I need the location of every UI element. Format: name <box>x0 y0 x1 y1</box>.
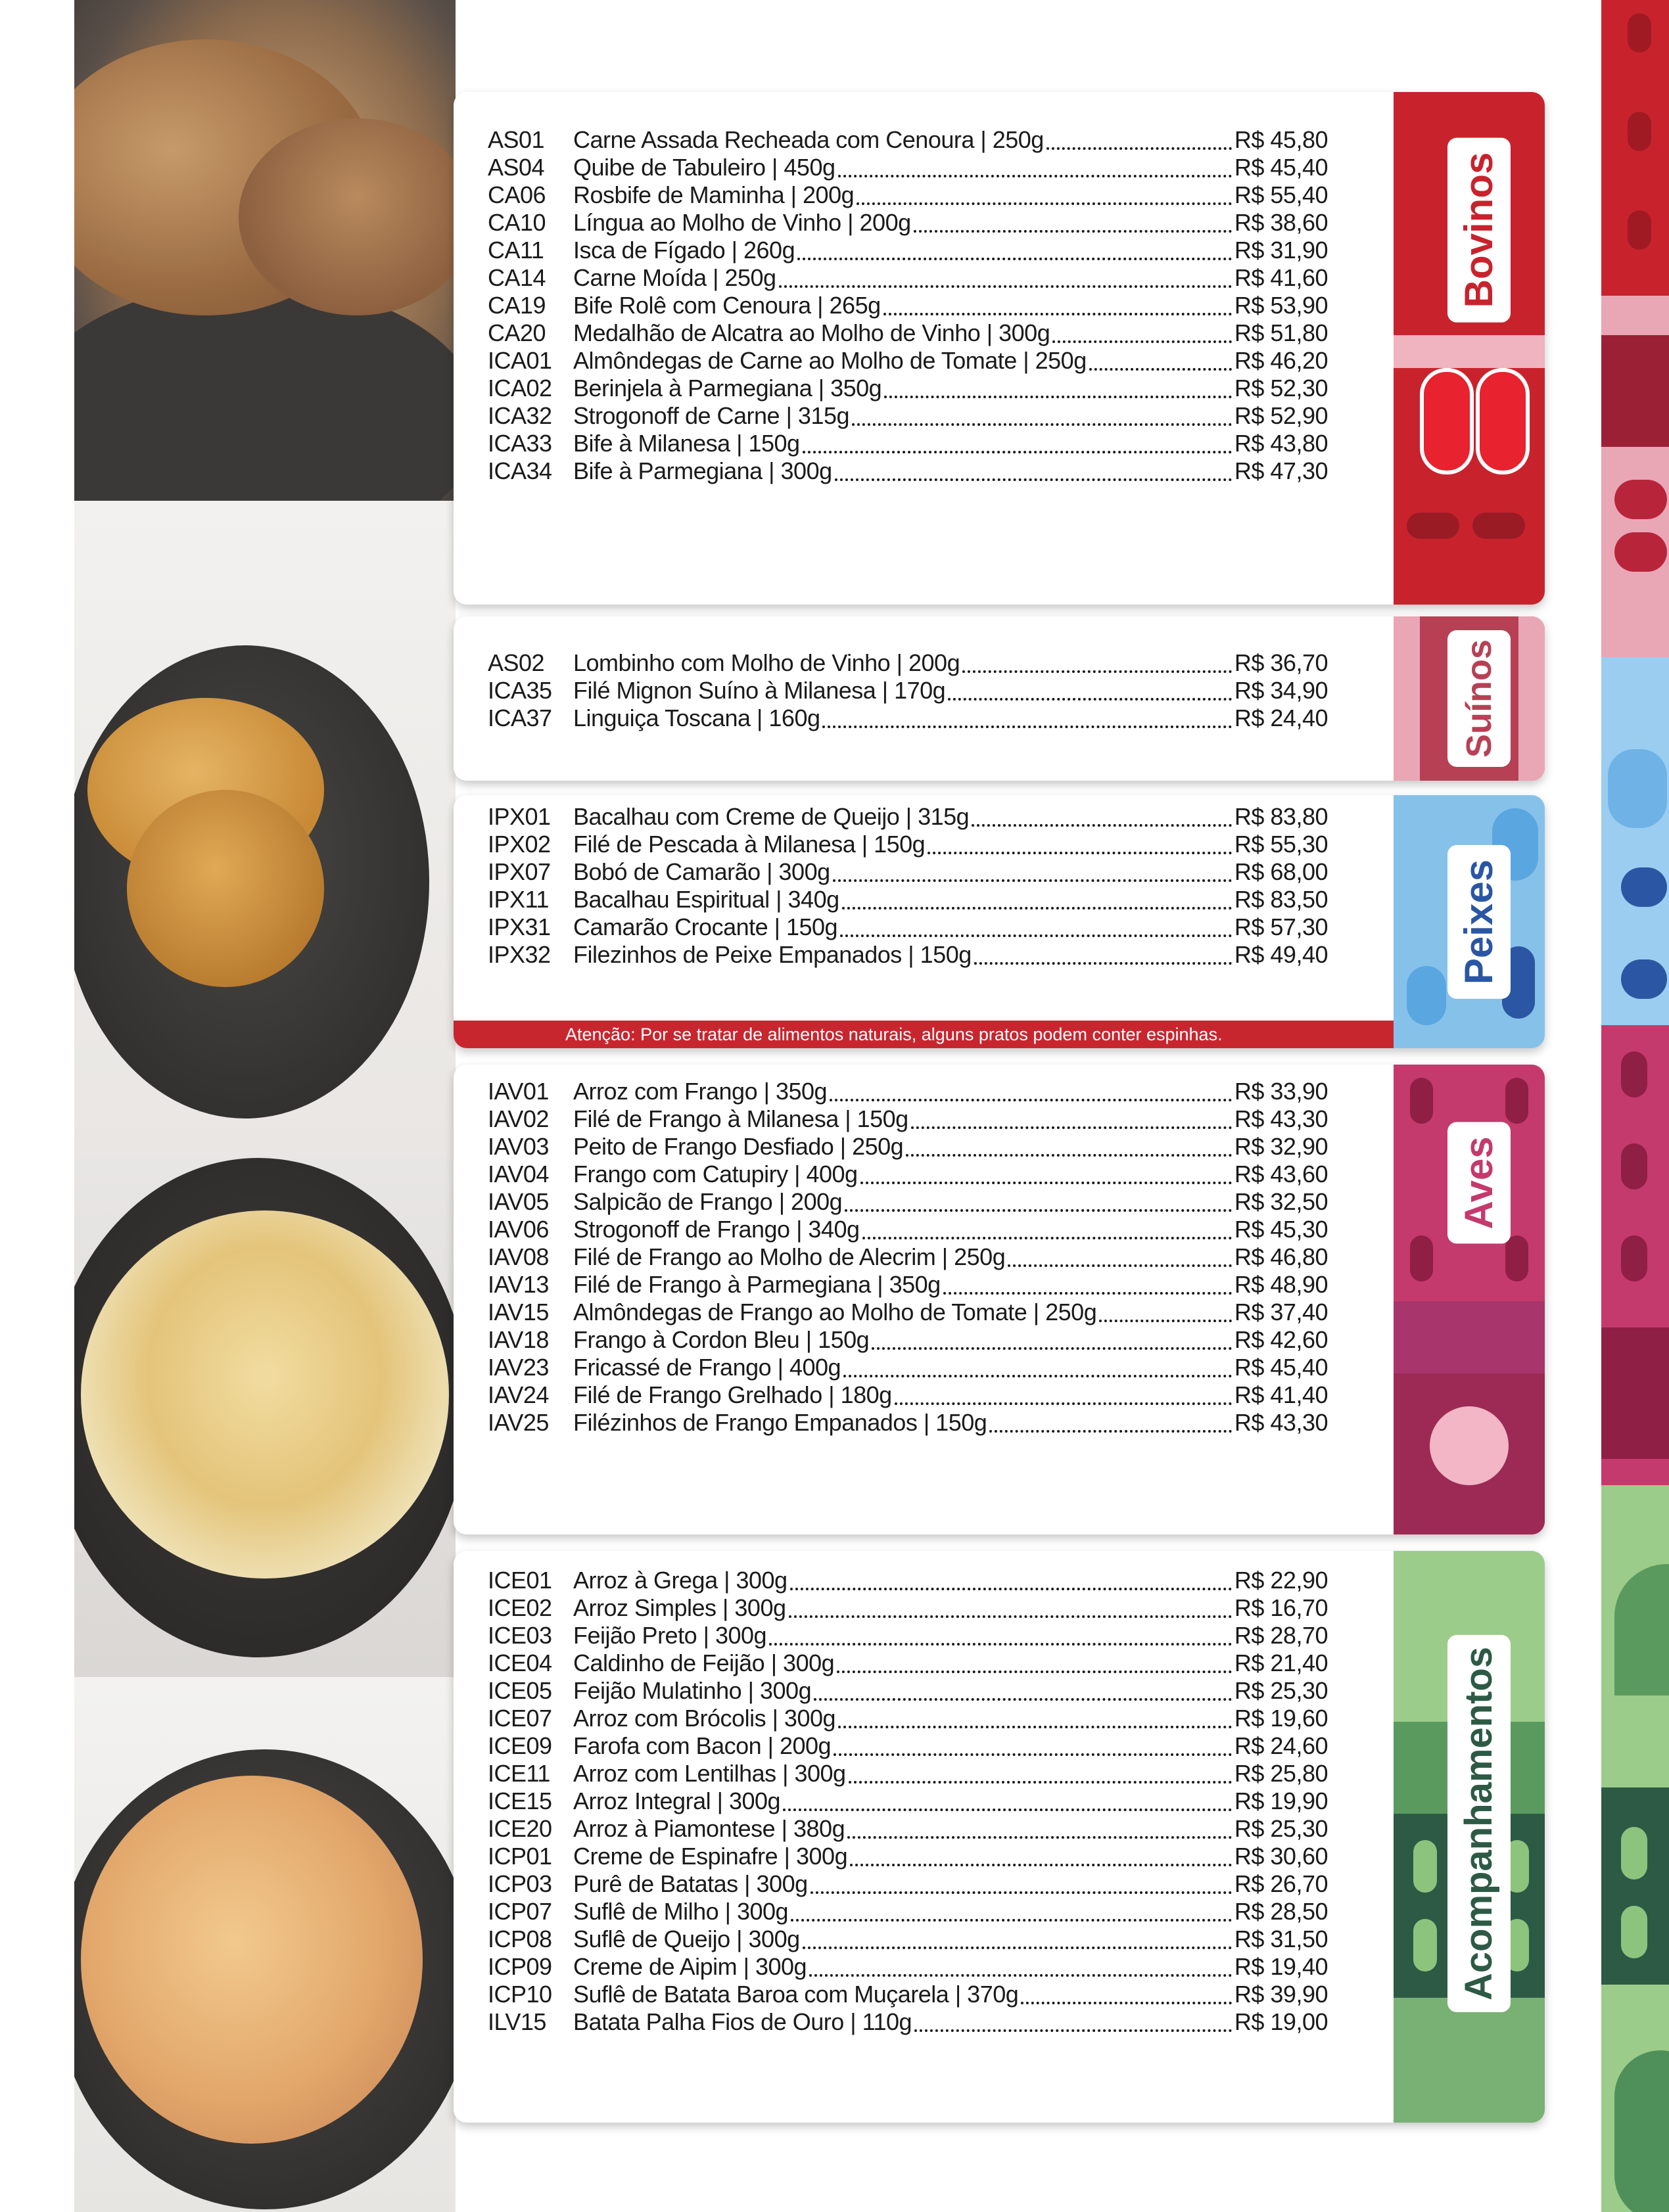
dot-leader <box>1046 147 1232 150</box>
menu-item <box>488 1354 1328 1381</box>
item-code: IAV04 <box>488 1161 549 1187</box>
item-code: ICP09 <box>488 1953 552 1980</box>
item-code: ICA01 <box>488 347 552 374</box>
dot-leader <box>1008 1264 1232 1267</box>
section-title-text: Bovinos <box>1457 152 1501 308</box>
strip-magenta <box>1601 1025 1669 1485</box>
item-price: R$ 19,60 <box>1234 1705 1328 1732</box>
menu-item <box>488 347 1328 375</box>
dot-leader <box>862 1237 1232 1239</box>
item-name: Filé de Frango ao Molho de Alecrim | 250g <box>573 1243 1006 1270</box>
section-aves <box>454 1065 1545 1534</box>
menu-item <box>488 1622 1328 1649</box>
item-price: R$ 16,70 <box>1234 1594 1328 1621</box>
item-name: Feijão Preto | 300g <box>573 1622 767 1649</box>
menu-item <box>488 181 1328 209</box>
section-title-bovinos <box>1447 138 1511 323</box>
item-price: R$ 34,90 <box>1234 677 1328 704</box>
item-price: R$ 19,40 <box>1234 1953 1328 1980</box>
item-code: IAV25 <box>488 1409 549 1436</box>
item-price: R$ 38,60 <box>1234 209 1328 236</box>
item-code: ICP03 <box>488 1870 552 1897</box>
item-code: IAV13 <box>488 1271 549 1298</box>
dot-leader <box>809 1974 1232 1977</box>
item-code: IPX01 <box>488 803 551 830</box>
item-name: Creme de Aipim | 300g <box>573 1953 807 1980</box>
menu-item <box>488 375 1328 402</box>
item-code: IAV23 <box>488 1354 549 1381</box>
item-name: Purê de Batatas | 300g <box>573 1870 808 1897</box>
item-code: ICA37 <box>488 704 552 731</box>
item-code: CA19 <box>488 292 546 319</box>
dot-leader <box>845 1209 1232 1212</box>
menu-item <box>488 1870 1328 1898</box>
section-title-aves <box>1447 1122 1511 1243</box>
dot-leader <box>803 1947 1232 1949</box>
section-title-acompanhamentos <box>1447 1635 1511 2012</box>
dot-leader <box>830 1099 1232 1101</box>
item-price: R$ 31,90 <box>1234 237 1328 264</box>
item-name: Suflê de Milho | 300g <box>573 1898 789 1925</box>
item-name: Filé de Frango à Milanesa | 150g <box>573 1105 908 1132</box>
item-name: Strogonoff de Carne | 315g <box>573 402 850 429</box>
item-name: Bacalhau com Creme de Queijo | 315g <box>573 803 970 830</box>
item-price: R$ 26,70 <box>1234 1870 1328 1897</box>
item-code: CA10 <box>488 209 546 236</box>
item-price: R$ 83,80 <box>1234 803 1328 830</box>
section-title-text: Suínos <box>1459 639 1499 758</box>
dot-leader <box>906 1154 1232 1157</box>
item-code: ICP08 <box>488 1925 552 1952</box>
item-code: ICE11 <box>488 1760 550 1787</box>
section-title-text: Acompanhamentos <box>1457 1646 1500 2001</box>
item-code: ICP01 <box>488 1843 552 1870</box>
menu-item <box>488 886 1328 913</box>
dot-leader <box>1089 368 1232 371</box>
strip-red <box>1601 0 1669 296</box>
item-price: R$ 19,00 <box>1234 2008 1328 2035</box>
dot-leader <box>914 2029 1232 2032</box>
item-price: R$ 25,30 <box>1234 1815 1328 1842</box>
item-code: ICE03 <box>488 1622 552 1649</box>
item-list-acompanhamentos <box>488 1567 1328 2036</box>
item-price: R$ 48,90 <box>1234 1271 1328 1298</box>
item-code: IPX31 <box>488 913 551 940</box>
item-name: Língua ao Molho de Vinho | 200g <box>573 209 911 236</box>
menu-item <box>488 1299 1328 1326</box>
section-suinos <box>454 616 1545 781</box>
item-name: Filé de Frango à Parmegiana | 350g <box>573 1271 941 1298</box>
item-code: ICE04 <box>488 1649 552 1676</box>
item-price: R$ 43,80 <box>1234 430 1328 457</box>
menu-item <box>488 402 1328 430</box>
section-title-text: Peixes <box>1457 859 1501 984</box>
item-list-peixes <box>488 803 1328 969</box>
item-name: Bife à Parmegiana | 300g <box>573 457 832 484</box>
dot-leader <box>837 1671 1232 1673</box>
item-price: R$ 39,90 <box>1234 1981 1328 2008</box>
photo-arroz <box>74 1677 456 2212</box>
menu-item <box>488 1981 1328 2008</box>
item-code: ICE15 <box>488 1787 552 1814</box>
menu-item <box>488 264 1328 292</box>
dot-leader <box>779 285 1232 288</box>
item-price: R$ 31,50 <box>1234 1925 1328 1952</box>
tab-suinos <box>1394 616 1545 781</box>
item-name: Linguiça Toscana | 160g <box>573 704 820 731</box>
item-code: ICA33 <box>488 430 552 457</box>
item-code: ICE01 <box>488 1567 552 1594</box>
item-name: Carne Moída | 250g <box>573 264 776 291</box>
item-name: Lombinho com Molho de Vinho | 200g <box>573 649 960 676</box>
dot-leader <box>849 1781 1232 1784</box>
item-code: IAV03 <box>488 1133 549 1160</box>
tab-bovinos <box>1394 92 1545 605</box>
item-code: ICE09 <box>488 1732 552 1759</box>
item-code: ICP07 <box>488 1898 552 1925</box>
item-price: R$ 33,90 <box>1234 1078 1328 1105</box>
item-price: R$ 52,30 <box>1234 375 1328 402</box>
item-price: R$ 46,80 <box>1234 1243 1328 1270</box>
menu-item <box>488 1898 1328 1925</box>
dot-leader <box>814 1698 1232 1701</box>
dot-leader <box>791 1919 1232 1922</box>
item-code: AS02 <box>488 649 545 676</box>
item-price: R$ 45,80 <box>1234 126 1328 153</box>
menu-item <box>488 1705 1328 1732</box>
item-price: R$ 22,90 <box>1234 1567 1328 1594</box>
tab-acompanhamentos <box>1394 1551 1545 2123</box>
menu-item <box>488 1216 1328 1243</box>
photo-carne-assada <box>74 0 456 501</box>
item-name: Berinjela à Parmegiana | 350g <box>573 375 882 402</box>
menu-item <box>488 1953 1328 1981</box>
item-code: ICP10 <box>488 1981 552 2008</box>
dot-leader <box>838 1726 1232 1728</box>
item-price: R$ 36,70 <box>1234 649 1328 676</box>
item-code: IAV06 <box>488 1216 549 1243</box>
menu-item <box>488 457 1328 485</box>
item-code: IPX32 <box>488 941 551 968</box>
item-code: AS04 <box>488 154 545 181</box>
dot-leader <box>928 852 1232 854</box>
item-name: Bacalhau Espiritual | 340g <box>573 886 839 913</box>
item-name: Fricassé de Frango | 400g <box>573 1354 841 1381</box>
item-name: Farofa com Bacon | 200g <box>573 1732 832 1759</box>
dot-leader <box>797 258 1232 260</box>
section-title-suinos <box>1447 630 1511 767</box>
menu-item <box>488 1843 1328 1870</box>
dot-leader <box>860 1182 1232 1184</box>
dot-leader <box>1021 2002 1232 2004</box>
dot-leader <box>833 879 1232 882</box>
item-name: Almôndegas de Frango ao Molho de Tomate | 250g <box>573 1299 1097 1325</box>
menu-item <box>488 1594 1328 1622</box>
menu-item <box>488 1409 1328 1437</box>
dot-leader <box>769 1643 1232 1646</box>
dot-leader <box>895 1402 1232 1405</box>
item-price: R$ 45,40 <box>1234 154 1328 181</box>
item-name: Frango com Catupiry | 400g <box>573 1161 858 1187</box>
item-name: Rosbife de Maminha | 200g <box>573 181 855 208</box>
item-code: CA14 <box>488 264 546 291</box>
item-code: CA20 <box>488 319 546 346</box>
dot-leader <box>884 396 1232 398</box>
item-code: IAV15 <box>488 1299 549 1325</box>
menu-item <box>488 430 1328 457</box>
menu-item <box>488 704 1328 732</box>
item-code: ICE20 <box>488 1815 552 1842</box>
section-title-peixes <box>1447 844 1511 998</box>
menu-item <box>488 1677 1328 1705</box>
item-code: ICA35 <box>488 677 552 704</box>
dot-leader <box>838 175 1232 177</box>
dot-leader <box>852 423 1232 426</box>
photo-file-milanesa <box>74 501 456 1158</box>
dot-leader <box>883 313 1232 315</box>
item-code: ICA32 <box>488 402 552 429</box>
dot-leader <box>811 1891 1232 1894</box>
dot-leader <box>834 1753 1232 1756</box>
dot-leader <box>914 230 1232 233</box>
item-name: Bife à Milanesa | 150g <box>573 430 800 457</box>
item-name: Arroz com Frango | 350g <box>573 1078 828 1105</box>
item-price: R$ 52,90 <box>1234 402 1328 429</box>
item-name: Filé de Pescada à Milanesa | 150g <box>573 831 926 858</box>
item-price: R$ 37,40 <box>1234 1299 1328 1325</box>
dot-leader <box>783 1809 1232 1811</box>
menu-item <box>488 1732 1328 1760</box>
item-name: Carne Assada Recheada com Cenoura | 250g <box>573 126 1044 153</box>
menu-item <box>488 1243 1328 1271</box>
menu-item <box>488 1787 1328 1815</box>
dot-leader <box>989 1430 1232 1433</box>
section-acompanhamentos <box>454 1551 1545 2123</box>
menu-item <box>488 154 1328 181</box>
item-name: Strogonoff de Frango | 340g <box>573 1216 860 1243</box>
menu-item <box>488 1161 1328 1188</box>
item-price: R$ 32,90 <box>1234 1133 1328 1160</box>
item-code: IPX02 <box>488 831 551 858</box>
dot-leader <box>790 1588 1232 1590</box>
item-name: Arroz Integral | 300g <box>573 1787 781 1814</box>
item-name: Batata Palha Fios de Ouro | 110g <box>573 2008 912 2035</box>
menu-item <box>488 1649 1328 1677</box>
strip-green <box>1601 1485 1669 2212</box>
item-price: R$ 83,50 <box>1234 886 1328 913</box>
warning-banner: Atenção: Por se tratar de alimentos naturais, alguns pratos podem conter espinhas. <box>454 1021 1394 1048</box>
item-name: Arroz com Lentilhas | 300g <box>573 1760 846 1787</box>
dot-leader <box>840 934 1232 937</box>
item-code: IAV01 <box>488 1078 549 1105</box>
menu-item <box>488 1133 1328 1161</box>
item-list-suinos <box>488 649 1328 732</box>
menu-item <box>488 237 1328 264</box>
item-name: Arroz à Piamontese | 380g <box>573 1815 845 1842</box>
menu-item <box>488 941 1328 969</box>
dot-leader <box>1052 340 1232 343</box>
menu-item <box>488 831 1328 858</box>
dot-leader <box>847 1836 1232 1839</box>
dot-leader <box>943 1292 1232 1295</box>
item-price: R$ 55,30 <box>1234 831 1328 858</box>
menu-item <box>488 319 1328 347</box>
item-price: R$ 53,90 <box>1234 292 1328 319</box>
dot-leader <box>822 726 1231 728</box>
item-price: R$ 24,40 <box>1234 704 1328 731</box>
menu-item <box>488 858 1328 886</box>
item-price: R$ 41,40 <box>1234 1381 1328 1408</box>
item-name: Bife Rolê com Cenoura | 265g <box>573 292 881 319</box>
item-price: R$ 32,50 <box>1234 1188 1328 1215</box>
dot-leader <box>857 202 1232 205</box>
item-price: R$ 30,60 <box>1234 1843 1328 1870</box>
item-price: R$ 55,40 <box>1234 181 1328 208</box>
item-list-aves <box>488 1078 1328 1437</box>
dot-leader <box>972 824 1232 827</box>
item-price: R$ 57,30 <box>1234 913 1328 940</box>
item-code: ICE07 <box>488 1705 552 1732</box>
item-code: IAV24 <box>488 1381 549 1408</box>
item-name: Isca de Fígado | 260g <box>573 237 795 264</box>
item-price: R$ 49,40 <box>1234 941 1328 968</box>
item-price: R$ 51,80 <box>1234 319 1328 346</box>
item-price: R$ 43,60 <box>1234 1161 1328 1187</box>
menu-item <box>488 1188 1328 1216</box>
item-price: R$ 25,80 <box>1234 1760 1328 1787</box>
item-price: R$ 45,40 <box>1234 1354 1328 1381</box>
menu-item <box>488 209 1328 237</box>
item-name: Creme de Espinafre | 300g <box>573 1843 848 1870</box>
item-code: IAV18 <box>488 1326 549 1353</box>
menu-item <box>488 126 1328 154</box>
item-price: R$ 24,60 <box>1234 1732 1328 1759</box>
menu-item <box>488 292 1328 319</box>
item-name: Suflê de Queijo | 300g <box>573 1925 800 1952</box>
dot-leader <box>974 962 1232 965</box>
dot-leader <box>948 698 1232 701</box>
menu-item <box>488 1105 1328 1133</box>
menu-item <box>488 1326 1328 1354</box>
dot-leader <box>789 1615 1232 1618</box>
menu-item <box>488 1815 1328 1843</box>
item-price: R$ 42,60 <box>1234 1326 1328 1353</box>
item-price: R$ 21,40 <box>1234 1649 1328 1676</box>
section-bovinos <box>454 92 1545 605</box>
item-name: Filé Mignon Suíno à Milanesa | 170g <box>573 677 946 704</box>
item-list-bovinos <box>488 126 1328 485</box>
menu-item <box>488 803 1328 831</box>
item-name: Caldinho de Feijão | 300g <box>573 1649 835 1676</box>
menu-item <box>488 1078 1328 1105</box>
dot-leader <box>962 670 1232 673</box>
menu-item <box>488 1381 1328 1409</box>
item-price: R$ 47,30 <box>1234 457 1328 484</box>
item-code: ICE02 <box>488 1594 552 1621</box>
item-price: R$ 41,60 <box>1234 264 1328 291</box>
item-name: Medalhão de Alcatra ao Molho de Vinho | 300g <box>573 319 1050 346</box>
item-name: Salpicão de Frango | 200g <box>573 1188 843 1215</box>
dot-leader <box>842 907 1232 910</box>
item-name: Filezinhos de Peixe Empanados | 150g <box>573 941 972 968</box>
dot-leader <box>1099 1320 1232 1322</box>
item-price: R$ 28,50 <box>1234 1898 1328 1925</box>
dot-leader <box>872 1347 1232 1350</box>
item-code: IAV08 <box>488 1243 549 1270</box>
item-code: ICA02 <box>488 375 552 402</box>
item-code: IPX11 <box>488 886 549 913</box>
dot-leader <box>850 1864 1232 1866</box>
item-name: Almôndegas de Carne ao Molho de Tomate | 250g <box>573 347 1087 374</box>
item-name: Filézinhos de Frango Empanados | 150g <box>573 1409 987 1436</box>
dot-leader <box>843 1375 1232 1377</box>
menu-item <box>488 2008 1328 2036</box>
item-name: Filé de Frango Grelhado | 180g <box>573 1381 892 1408</box>
section-title-text: Aves <box>1457 1136 1501 1230</box>
tab-aves <box>1394 1065 1545 1534</box>
item-code: ICE05 <box>488 1677 552 1704</box>
strip-blue <box>1601 657 1669 1025</box>
item-name: Arroz com Brócolis | 300g <box>573 1705 836 1732</box>
menu-item <box>488 1567 1328 1594</box>
item-name: Arroz Simples | 300g <box>573 1594 786 1621</box>
item-price: R$ 28,70 <box>1234 1622 1328 1649</box>
item-code: IAV02 <box>488 1105 549 1132</box>
item-price: R$ 46,20 <box>1234 347 1328 374</box>
menu-item <box>488 913 1328 941</box>
dot-leader <box>835 478 1232 481</box>
item-name: Arroz à Grega | 300g <box>573 1567 787 1594</box>
item-price: R$ 19,90 <box>1234 1787 1328 1814</box>
item-code: CA11 <box>488 237 544 264</box>
menu-item <box>488 677 1328 704</box>
section-peixes <box>454 795 1545 1048</box>
tab-peixes <box>1394 795 1545 1048</box>
dot-leader <box>911 1126 1232 1129</box>
item-price: R$ 43,30 <box>1234 1409 1328 1436</box>
item-name: Camarão Crocante | 150g <box>573 913 838 940</box>
item-code: IAV05 <box>488 1188 549 1215</box>
menu-item <box>488 1760 1328 1787</box>
item-name: Feijão Mulatinho | 300g <box>573 1677 812 1704</box>
item-name: Peito de Frango Desfiado | 250g <box>573 1133 904 1160</box>
strip-pink <box>1601 296 1669 657</box>
item-price: R$ 68,00 <box>1234 858 1328 885</box>
item-code: CA06 <box>488 181 546 208</box>
item-price: R$ 43,30 <box>1234 1105 1328 1132</box>
dot-leader <box>803 451 1232 453</box>
item-name: Frango à Cordon Bleu | 150g <box>573 1326 870 1353</box>
item-price: R$ 25,30 <box>1234 1677 1328 1704</box>
item-name: Quibe de Tabuleiro | 450g <box>573 154 835 181</box>
item-name: Suflê de Batata Baroa com Muçarela | 370g <box>573 1981 1019 2008</box>
menu-item <box>488 1271 1328 1299</box>
menu-item <box>488 649 1328 677</box>
item-name: Bobó de Camarão | 300g <box>573 858 830 885</box>
menu-item <box>488 1925 1328 1953</box>
photo-escondidinho <box>74 1158 456 1677</box>
item-code: IPX07 <box>488 858 551 885</box>
item-code: ICA34 <box>488 457 552 484</box>
item-price: R$ 45,30 <box>1234 1216 1328 1243</box>
item-code: AS01 <box>488 126 545 153</box>
item-code: ILV15 <box>488 2008 546 2035</box>
